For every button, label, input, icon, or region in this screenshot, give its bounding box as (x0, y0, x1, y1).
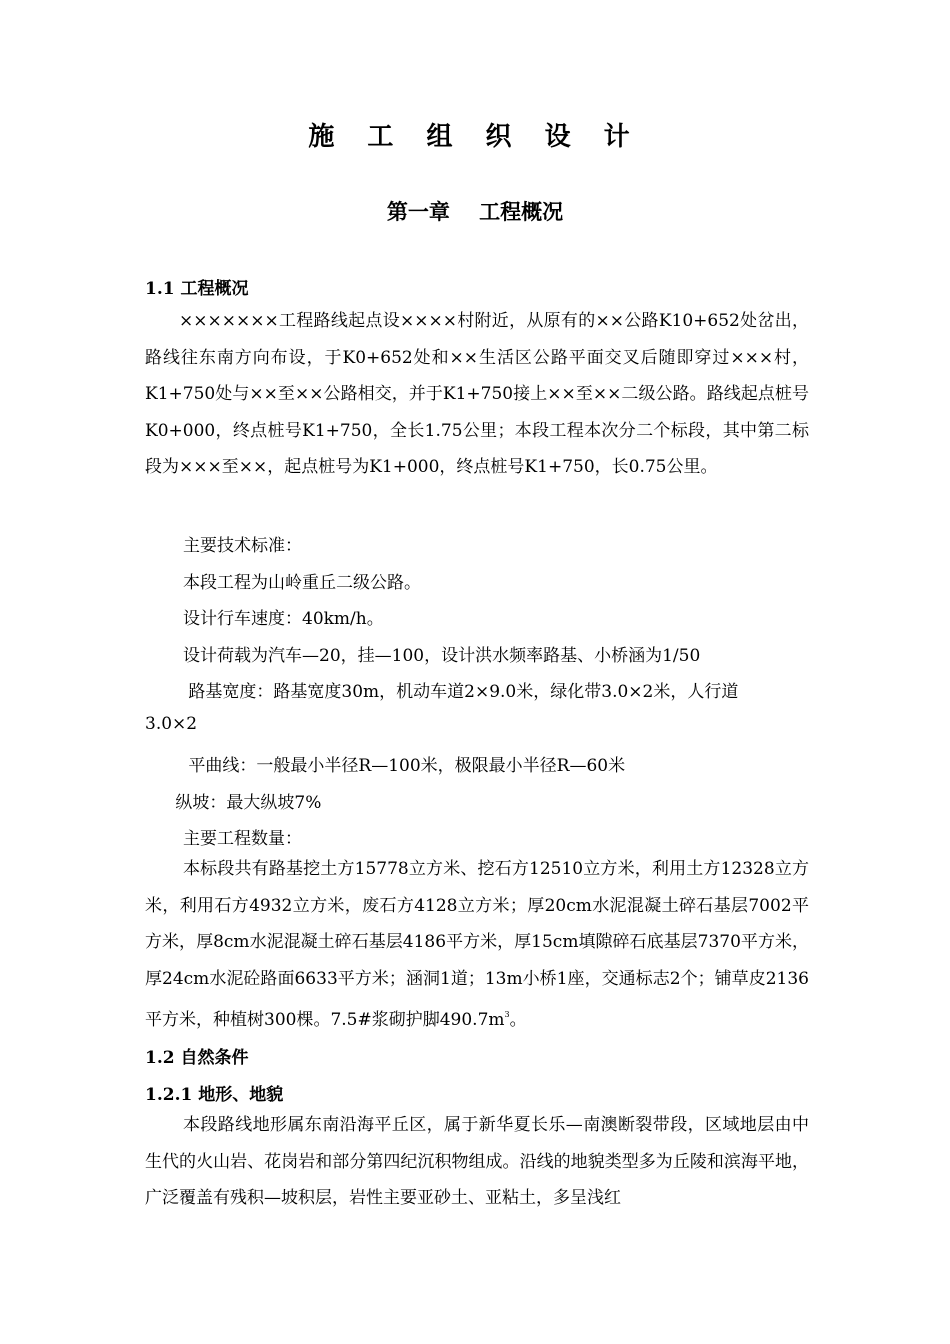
terrain-paragraph: 本段路线地形属东南沿海平丘区，属于新华夏长乐—南澳断裂带段，区域地层由中生代的火山岩、花岗岩和部分第四纪沉积物组成。沿线的地貌类型多为丘陵和滨海平地，广泛覆盖有残积—坡积层，岩性主要亚砂土、亚粘土，多呈浅红 (145, 1115, 809, 1209)
subgrade-width-line: 路基宽度：路基宽度30m，机动车道2×9.0米，绿化带3.0×2米，人行道 (183, 682, 739, 702)
overview-paragraph: ×××××××工程路线起点设××××村附近，从原有的××公路K10+652处岔出，路线往东南方向布设，于K0+652处和××生活区公路平面交叉后随即穿过×××村，K1+750处与××至××公路相交，并于K1+750接上××至××二级公路。路线起点桩号K0+000，终点桩号K1+750，全长1.75公里；本段工程本次分二个标段，其中第二标段为×××至××，起点桩号为K1+000，终点桩号K1+750，长0.75公里。 (145, 311, 809, 478)
document-title: 施 工 组 织 设 计 (308, 122, 642, 152)
slope-line: 纵坡：最大纵坡7% (170, 793, 322, 813)
curve-line: 平曲线：一般最小半径R—100米，极限最小半径R—60米 (183, 756, 626, 776)
chapter-heading: 第一章 工程概况 (386, 199, 564, 224)
section-heading-1-1: 1.1 工程概况 (145, 279, 249, 299)
design-speed-line: 设计行车速度：40km/h。 (183, 609, 384, 629)
section-heading-1-2: 1.2 自然条件 (145, 1048, 249, 1068)
design-load-line: 设计荷载为汽车—20，挂—100，设计洪水频率路基、小桥涵为1/50 (183, 646, 701, 666)
road-class-line: 本段工程为山岭重丘二级公路。 (183, 573, 421, 593)
quantity-text: 本标段共有路基挖土方15778立方米、挖石方12510立方米，利用土方12328立方米，利用石方4932立方米，废石方4128立方米；厚20cm水泥混凝土碎石基层7002平方米，厚8cm水泥混凝土碎石基层4186平方米，厚15cm填隙碎石底基层7370平方米，厚24cm水泥砼路面6633平方米；涵洞1道；13m小桥1座，交通标志2个；铺草皮2136平方米，种植树300棵。7.5#浆砌护脚490.7m (145, 859, 809, 1031)
quantity-end: 。 (509, 1010, 527, 1031)
tech-standard-label: 主要技术标准： (183, 536, 302, 556)
quantity-paragraph (145, 851, 809, 1039)
cubic-superscript: 3 (504, 1010, 510, 1020)
subgrade-width-line-cont: 3.0×2 (145, 714, 198, 734)
quantity-label: 主要工程数量： (183, 829, 302, 849)
section-heading-1-2-1: 1.2.1 地形、地貌 (145, 1085, 284, 1105)
